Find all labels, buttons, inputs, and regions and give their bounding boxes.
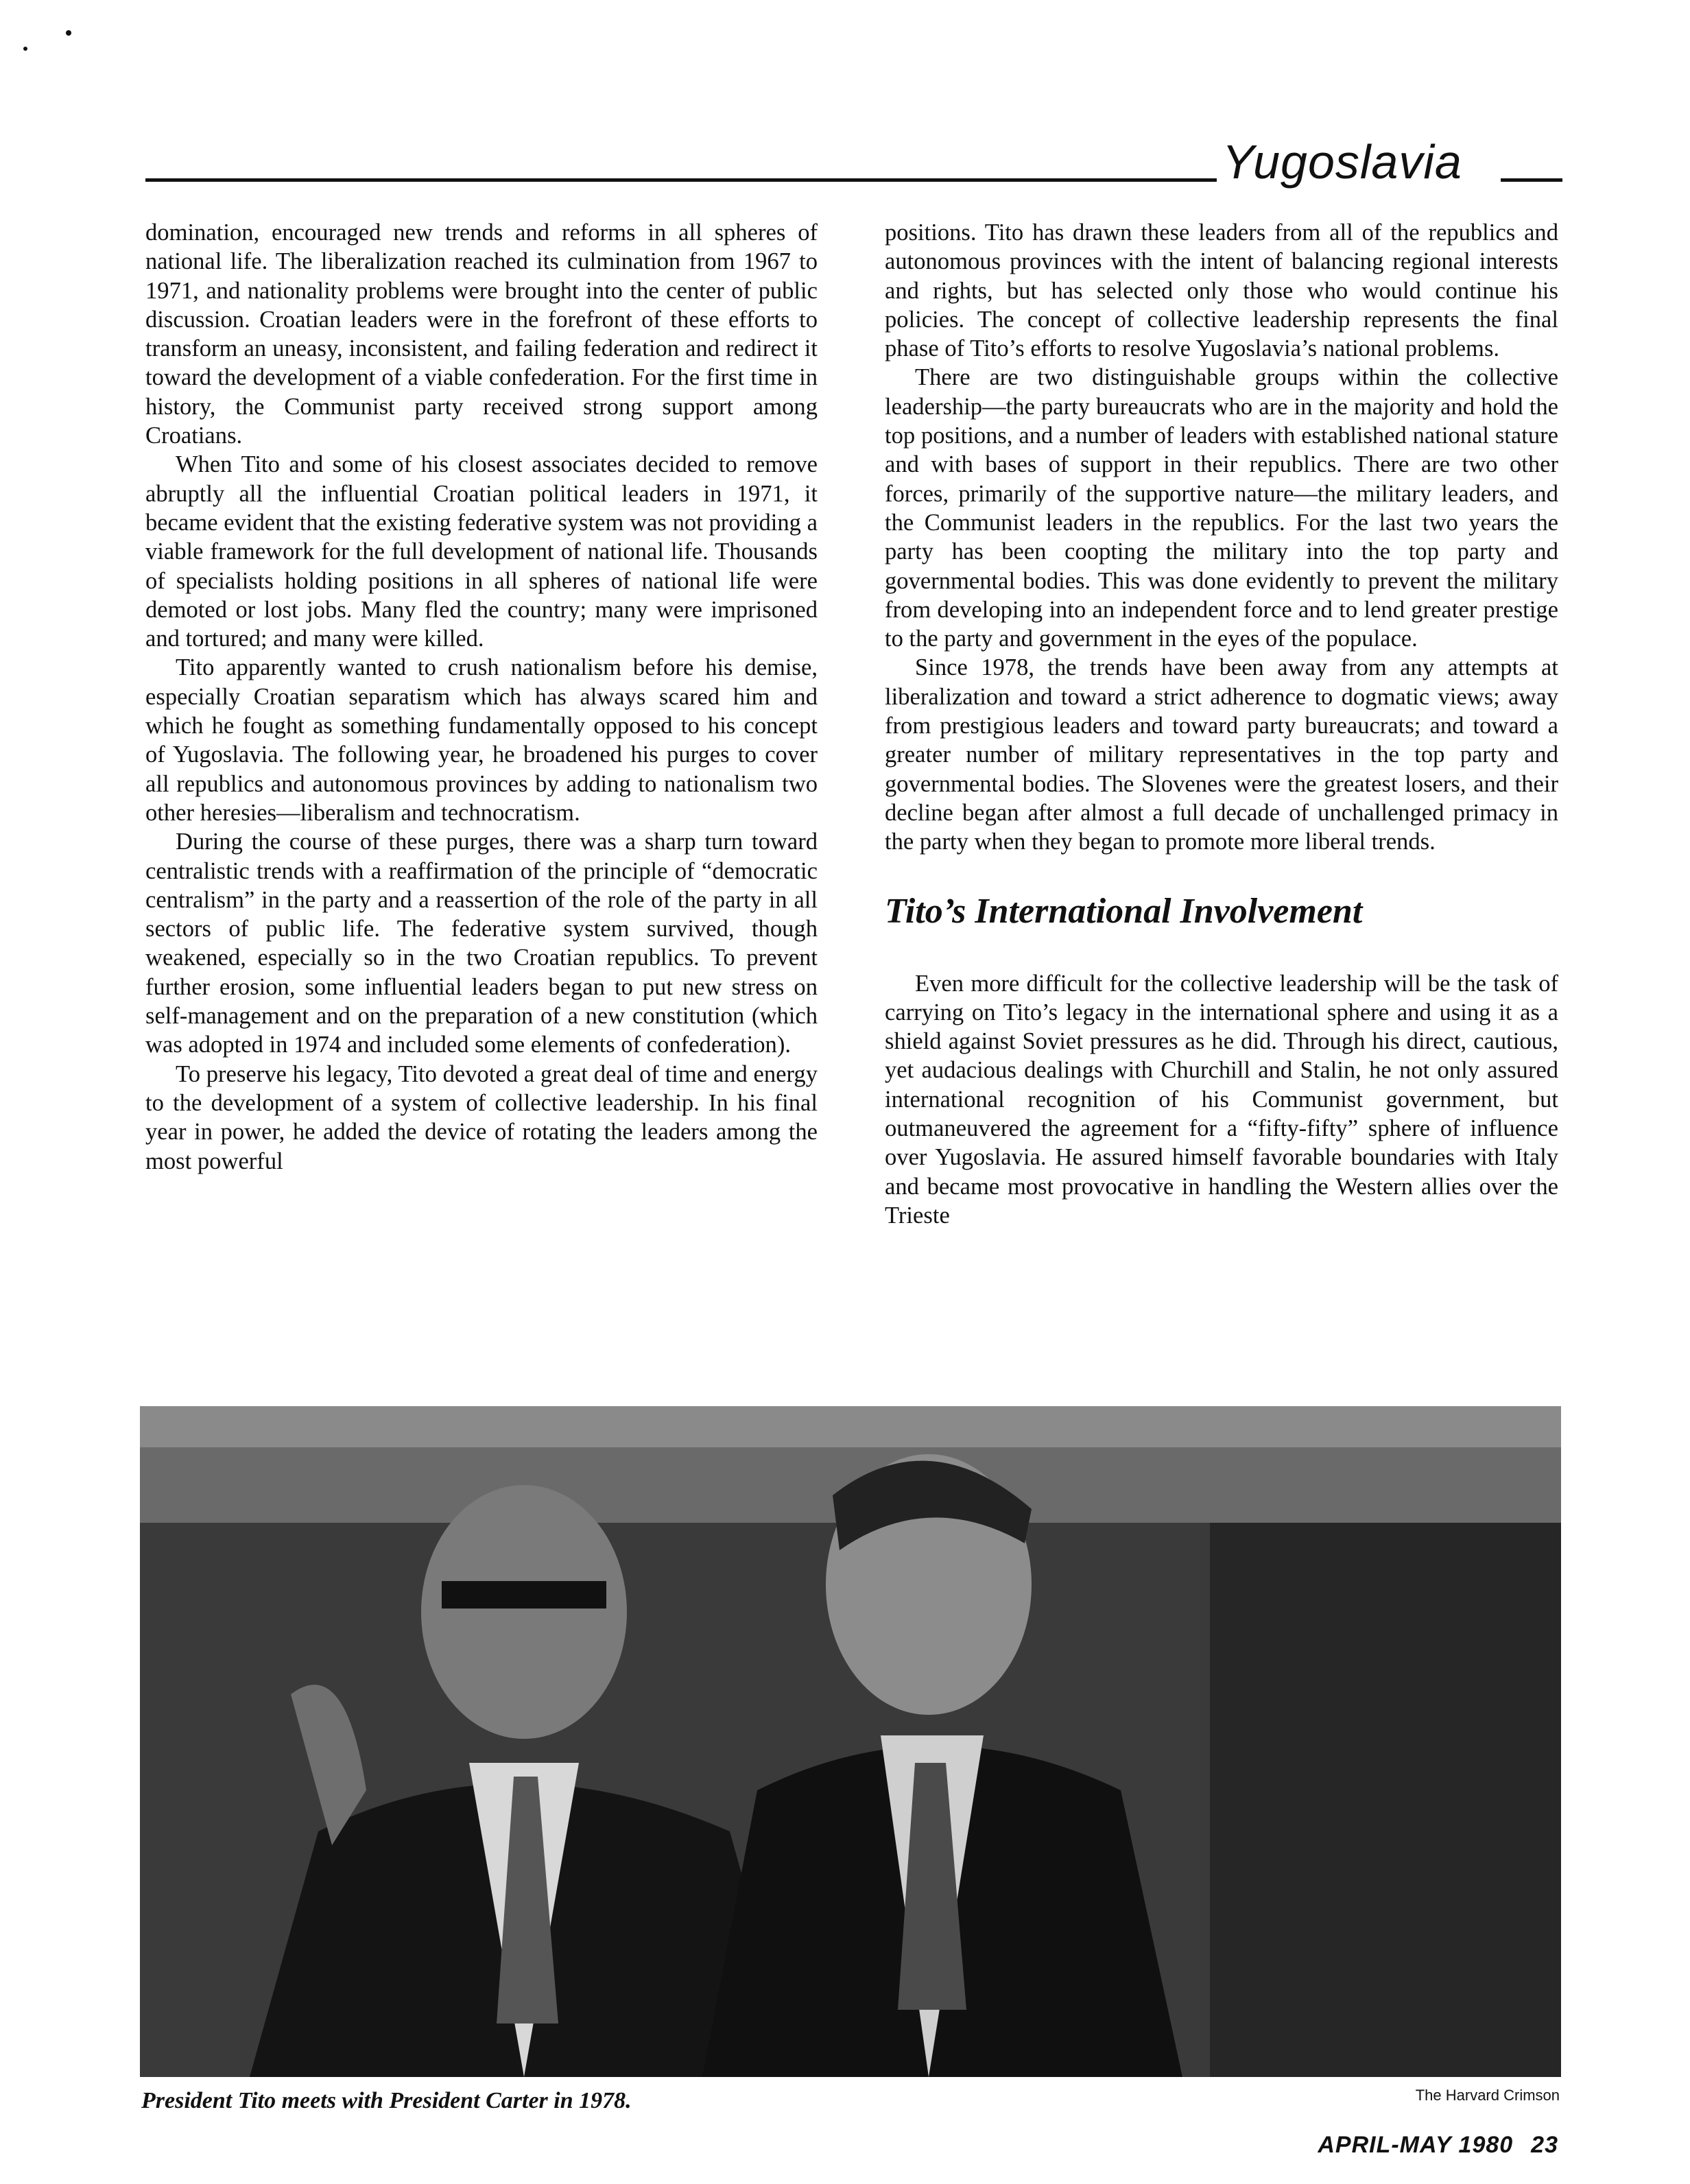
page-number: 23: [1531, 2132, 1558, 2158]
paragraph: domination, encouraged new trends and reforms in all spheres of national life. The liberalization reached its culmination from 1967 to 1971, and nationality problems were brought into the center of public discussion. Croatian leaders were in the forefront of these efforts to transform an uneasy, inconsistent, and failing federation and redirect it toward the development of a viable confederation. For the first time in history, the Communist party received strong support among Croatians.: [145, 219, 818, 449]
scan-speck: [66, 30, 71, 36]
paragraph: To preserve his legacy, Tito devoted a great deal of time and energy to the development of a system of collective leadership. In his final year in power, he added the device of rotating the leaders among the most powerful: [145, 1060, 818, 1174]
paragraph: During the course of these purges, there was a sharp turn toward centralistic trends with a reaffirmation of the principle of “democratic centralism” in the party and a reassertion of the role of the party in all sectors of public life. The federative system survived, though weakened, especially so in the two Croatian republics. To prevent further erosion, some influential leaders began to put new stress on self-management and on the preparation of a new constitution (which was adopted in 1974 and included some elements of confederation).: [145, 829, 818, 1058]
left-column: [145, 218, 818, 1176]
paragraph: positions. Tito has drawn these leaders from all of the republics and autonomous provinces with the intent of balancing regional interests and rights, but has selected only those who would continue his policies. The concept of collective leadership represents the final phase of Tito’s efforts to resolve Yugoslavia’s national problems.: [885, 219, 1558, 362]
issue-date: APRIL-MAY 1980: [1318, 2132, 1514, 2158]
section-title: Yugoslavia: [1222, 135, 1462, 189]
photo-illustration: [140, 1406, 1561, 2077]
right-column: [885, 218, 1558, 1230]
paragraph: Even more difficult for the collective leadership will be the task of carrying on Tito’s legacy in the international sphere and using it as a shield against Soviet pressures as he did. Through his direct, cautious, yet audacious dealings with Churchill and Stalin, he not only assured international recognition of his Communist government, but outmaneuvered the agreement for a “fifty-fifty” sphere of influence over Yugoslavia. He assured himself favorable boundaries with Italy and became most provocative in handling the Western allies over the Trieste: [885, 970, 1558, 1228]
figure-left-head: [421, 1485, 627, 1739]
scan-speck: [23, 47, 27, 51]
photo-credit: The Harvard Crimson: [1415, 2087, 1560, 2104]
header-rule-tail: [1501, 178, 1562, 182]
paragraph: Tito apparently wanted to crush nationalism before his demise, especially Croatian separatism which has always scared him and which he fought as something fundamentally opposed to his concept of Yugoslavia. The following year, he broadened his purges to cover all republics and autonomous provinces by adding to nationalism two other heresies—liberalism and technocratism.: [145, 654, 818, 826]
photo-tito-carter: [140, 1406, 1561, 2077]
subheading: Tito’s International Involvement: [885, 891, 1363, 931]
page-footer: [1318, 2132, 1558, 2159]
header-rule: [145, 178, 1217, 182]
paragraph: When Tito and some of his closest associates decided to remove abruptly all the influential Croatian political leaders in 1971, it became evident that the existing federative system was not providing a viable framework for the full development of national life. Thousands of specialists holding positions in all spheres of national life were demoted or lost jobs. Many fled the country; many were imprisoned and tortured; and many were killed.: [145, 451, 818, 652]
paragraph: There are two distinguishable groups within the collective leadership—the party bureaucrats who are in the majority and hold the top positions, and a number of leaders with established national stature and with bases of support in their republics. There are two other forces, primarily of the supportive nature—the military leaders, and the Communist leaders in the republics. For the last two years the party has been coopting the military into the top party and governmental bodies. This was done evidently to prevent the military from developing into an independent force and to lend greater prestige to the party and government in the eyes of the populace.: [885, 364, 1558, 652]
paragraph: Since 1978, the trends have been away from any attempts at liberalization and toward a strict adherence to dogmatic views; away from prestigious leaders and toward party bureaucrats; and toward a greater number of military representatives in the top party and governmental bodies. The Slovenes were the greatest losers, and their decline began after almost a full decade of unchallenged primacy in the party when they began to promote more liberal trends.: [885, 654, 1558, 855]
photo-caption: President Tito meets with President Carter in 1978.: [141, 2088, 632, 2113]
glasses: [442, 1581, 606, 1609]
